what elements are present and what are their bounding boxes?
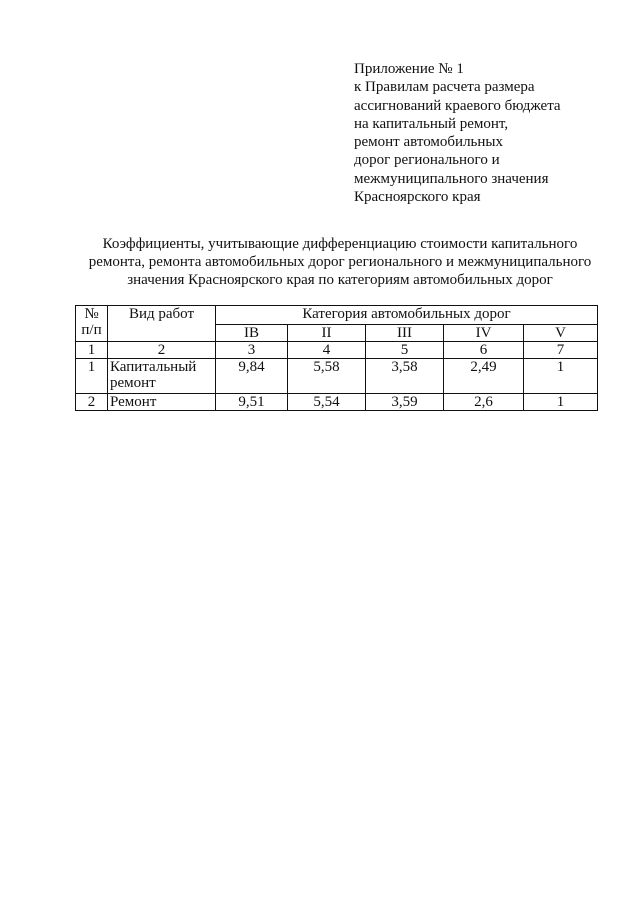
header-work-type-cell: Вид работ bbox=[108, 306, 216, 342]
table-row bbox=[76, 394, 598, 411]
title-line: ремонта, ремонта автомобильных дорог регионального и межмуниципального bbox=[88, 254, 592, 270]
work-type-line: Капитальный bbox=[110, 359, 197, 375]
table-header-row bbox=[76, 306, 598, 325]
coefficient-cell: 5,58 bbox=[288, 359, 366, 394]
header-category-group-cell: Категория автомобильных дорог bbox=[216, 306, 598, 325]
header-number-line: № bbox=[84, 306, 99, 322]
appendix-reference bbox=[354, 60, 614, 206]
coefficient-cell: 9,51 bbox=[216, 394, 288, 411]
column-number-cell: 7 bbox=[524, 342, 598, 359]
work-type-cell bbox=[108, 359, 216, 394]
appendix-line: на капитальный ремонт, bbox=[354, 115, 509, 132]
header-category-cell: IB bbox=[216, 325, 288, 342]
document-title bbox=[70, 235, 610, 289]
appendix-line: дорог регионального и bbox=[354, 152, 500, 169]
title-line: Коэффициенты, учитывающие дифференциацию стоимости капитального bbox=[102, 236, 578, 252]
coefficient-cell: 2,49 bbox=[444, 359, 524, 394]
coefficients-table bbox=[75, 305, 598, 411]
coefficient-cell: 3,59 bbox=[366, 394, 444, 411]
header-category-cell: V bbox=[524, 325, 598, 342]
column-number-cell: 3 bbox=[216, 342, 288, 359]
coefficient-cell: 5,54 bbox=[288, 394, 366, 411]
row-number-cell: 1 bbox=[76, 359, 108, 394]
table-row bbox=[76, 359, 598, 394]
coefficient-cell: 2,6 bbox=[444, 394, 524, 411]
appendix-line: межмуниципального значения bbox=[354, 170, 549, 187]
appendix-line: ремонт автомобильных bbox=[354, 134, 504, 151]
coefficient-cell: 9,84 bbox=[216, 359, 288, 394]
column-number-cell: 1 bbox=[76, 342, 108, 359]
appendix-line: к Правилам расчета размера bbox=[354, 79, 535, 96]
appendix-line: Приложение № 1 bbox=[354, 61, 464, 77]
header-category-cell: II bbox=[288, 325, 366, 342]
header-category-cell: III bbox=[366, 325, 444, 342]
column-number-row bbox=[76, 342, 598, 359]
header-number-line: п/п bbox=[81, 322, 102, 338]
column-number-cell: 6 bbox=[444, 342, 524, 359]
work-type-cell: Ремонт bbox=[108, 394, 216, 411]
coefficient-cell: 1 bbox=[524, 359, 598, 394]
header-number-cell bbox=[76, 306, 108, 342]
row-number-cell: 2 bbox=[76, 394, 108, 411]
column-number-cell: 5 bbox=[366, 342, 444, 359]
column-number-cell: 4 bbox=[288, 342, 366, 359]
header-category-cell: IV bbox=[444, 325, 524, 342]
appendix-line: Красноярского края bbox=[354, 189, 481, 206]
appendix-line: ассигнований краевого бюджета bbox=[354, 97, 561, 114]
work-type-line: ремонт bbox=[110, 375, 156, 391]
coefficient-cell: 3,58 bbox=[366, 359, 444, 394]
title-line: значения Красноярского края по категориям автомобильных дорог bbox=[127, 272, 553, 288]
column-number-cell: 2 bbox=[108, 342, 216, 359]
coefficient-cell: 1 bbox=[524, 394, 598, 411]
